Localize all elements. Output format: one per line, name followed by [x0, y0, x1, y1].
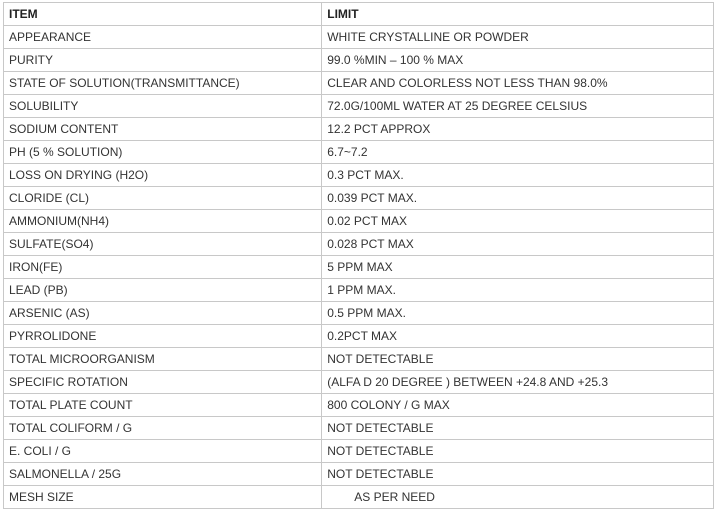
limit-cell: 1 PPM MAX. — [322, 279, 714, 302]
limit-cell: 0.039 PCT MAX. — [322, 187, 714, 210]
item-cell: IRON(FE) — [4, 256, 322, 279]
table-row — [4, 256, 714, 279]
header-limit: LIMIT — [322, 3, 714, 26]
table-row — [4, 394, 714, 417]
table-row — [4, 348, 714, 371]
item-cell: TOTAL MICROORGANISM — [4, 348, 322, 371]
item-cell: ARSENIC (AS) — [4, 302, 322, 325]
table-row — [4, 417, 714, 440]
limit-cell: 0.3 PCT MAX. — [322, 164, 714, 187]
limit-cell: 5 PPM MAX — [322, 256, 714, 279]
table-row — [4, 463, 714, 486]
limit-cell: 12.2 PCT APPROX — [322, 118, 714, 141]
limit-cell: 0.2PCT MAX — [322, 325, 714, 348]
table-row — [4, 187, 714, 210]
limit-cell: 72.0G/100ML WATER AT 25 DEGREE CELSIUS — [322, 95, 714, 118]
item-cell: SULFATE(SO4) — [4, 233, 322, 256]
limit-cell: NOT DETECTABLE — [322, 440, 714, 463]
limit-cell: NOT DETECTABLE — [322, 348, 714, 371]
item-cell: TOTAL PLATE COUNT — [4, 394, 322, 417]
table-row — [4, 95, 714, 118]
table-row — [4, 486, 714, 509]
limit-cell: (ALFA D 20 DEGREE ) BETWEEN +24.8 AND +25.3 — [322, 371, 714, 394]
item-cell: PURITY — [4, 49, 322, 72]
limit-cell: CLEAR AND COLORLESS NOT LESS THAN 98.0% — [322, 72, 714, 95]
item-cell: SOLUBILITY — [4, 95, 322, 118]
limit-cell: NOT DETECTABLE — [322, 463, 714, 486]
item-cell: PYRROLIDONE — [4, 325, 322, 348]
item-cell: TOTAL COLIFORM / G — [4, 417, 322, 440]
header-item: ITEM — [4, 3, 322, 26]
limit-cell: AS PER NEED — [322, 486, 714, 509]
item-cell: MESH SIZE — [4, 486, 322, 509]
item-cell: E. COLI / G — [4, 440, 322, 463]
limit-cell: 800 COLONY / G MAX — [322, 394, 714, 417]
item-cell: LEAD (PB) — [4, 279, 322, 302]
limit-cell: 99.0 %MIN – 100 % MAX — [322, 49, 714, 72]
specification-table — [3, 2, 714, 509]
limit-cell: 0.028 PCT MAX — [322, 233, 714, 256]
table-row — [4, 26, 714, 49]
limit-cell: NOT DETECTABLE — [322, 417, 714, 440]
table-row — [4, 371, 714, 394]
item-cell: SODIUM CONTENT — [4, 118, 322, 141]
item-cell: APPEARANCE — [4, 26, 322, 49]
table-row — [4, 141, 714, 164]
item-cell: STATE OF SOLUTION(TRANSMITTANCE) — [4, 72, 322, 95]
item-cell: SALMONELLA / 25G — [4, 463, 322, 486]
item-cell: PH (5 % SOLUTION) — [4, 141, 322, 164]
table-header-row — [4, 3, 714, 26]
table-row — [4, 279, 714, 302]
item-cell: CLORIDE (CL) — [4, 187, 322, 210]
limit-cell: 0.02 PCT MAX — [322, 210, 714, 233]
table-row — [4, 325, 714, 348]
table-row — [4, 164, 714, 187]
table-row — [4, 118, 714, 141]
table-row — [4, 210, 714, 233]
table-row — [4, 72, 714, 95]
limit-cell: 6.7~7.2 — [322, 141, 714, 164]
item-cell: LOSS ON DRYING (H2O) — [4, 164, 322, 187]
limit-cell: 0.5 PPM MAX. — [322, 302, 714, 325]
table-row — [4, 233, 714, 256]
item-cell: AMMONIUM(NH4) — [4, 210, 322, 233]
table-row — [4, 302, 714, 325]
limit-cell: WHITE CRYSTALLINE OR POWDER — [322, 26, 714, 49]
item-cell: SPECIFIC ROTATION — [4, 371, 322, 394]
table-row — [4, 440, 714, 463]
table-row — [4, 49, 714, 72]
